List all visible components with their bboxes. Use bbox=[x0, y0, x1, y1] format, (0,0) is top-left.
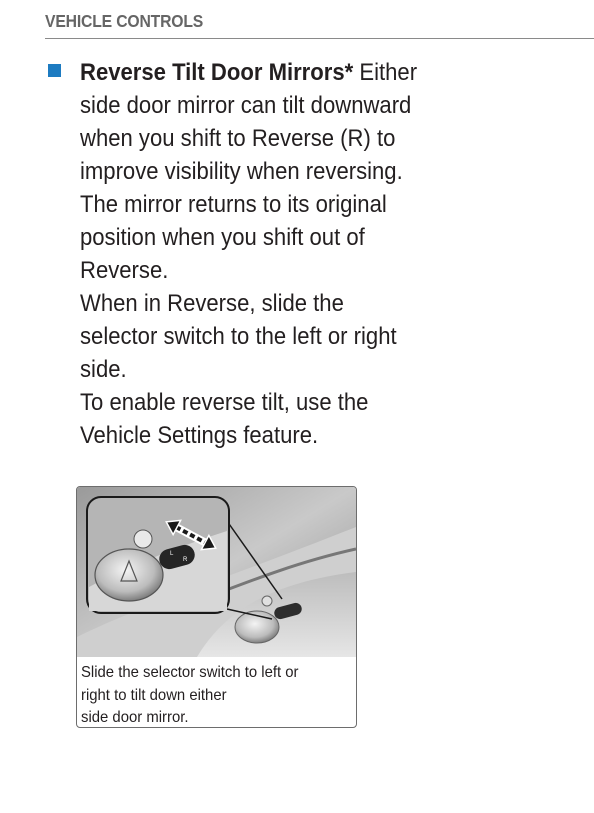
body-line-6: position when you shift out of bbox=[80, 224, 365, 251]
switch-label-right: R bbox=[183, 557, 188, 563]
section-header bbox=[45, 10, 594, 39]
mirror-switch-illustration bbox=[77, 487, 356, 657]
section-heading: Reverse Tilt Door Mirrors* bbox=[80, 59, 354, 86]
inset-mirror-knob bbox=[95, 549, 163, 601]
small-switch-button bbox=[262, 596, 272, 606]
switch-label-left: L bbox=[170, 551, 174, 557]
caption-line-3: side door mirror. bbox=[81, 709, 189, 726]
body-text bbox=[80, 56, 476, 452]
body-line-4: improve visibility when reversing. bbox=[80, 158, 403, 185]
body-line-9: selector switch to the left or right bbox=[80, 323, 397, 350]
bullet-square-icon bbox=[48, 64, 61, 77]
mirror-switch-figure bbox=[76, 486, 357, 728]
body-line-12: Vehicle Settings feature. bbox=[80, 422, 319, 449]
inset-switch-button bbox=[134, 530, 152, 548]
body-line-7: Reverse. bbox=[80, 257, 169, 284]
heading-continuation: Either bbox=[353, 59, 418, 86]
body-line-5: The mirror returns to its original bbox=[80, 191, 387, 218]
body-line-1 bbox=[80, 56, 476, 89]
body-line-11: To enable reverse tilt, use the bbox=[80, 389, 369, 416]
caption-line-2: right to tilt down either bbox=[81, 686, 227, 704]
body-line-10: side. bbox=[80, 356, 127, 383]
body-line-3: when you shift to Reverse (R) to bbox=[80, 125, 396, 152]
caption-line-1: Slide the selector switch to left or bbox=[81, 664, 299, 681]
body-line-2: side door mirror can tilt downward bbox=[80, 92, 412, 119]
section-title: VEHICLE CONTROLS bbox=[45, 11, 204, 31]
figure-caption bbox=[81, 662, 332, 728]
body-line-8: When in Reverse, slide the bbox=[80, 290, 344, 317]
